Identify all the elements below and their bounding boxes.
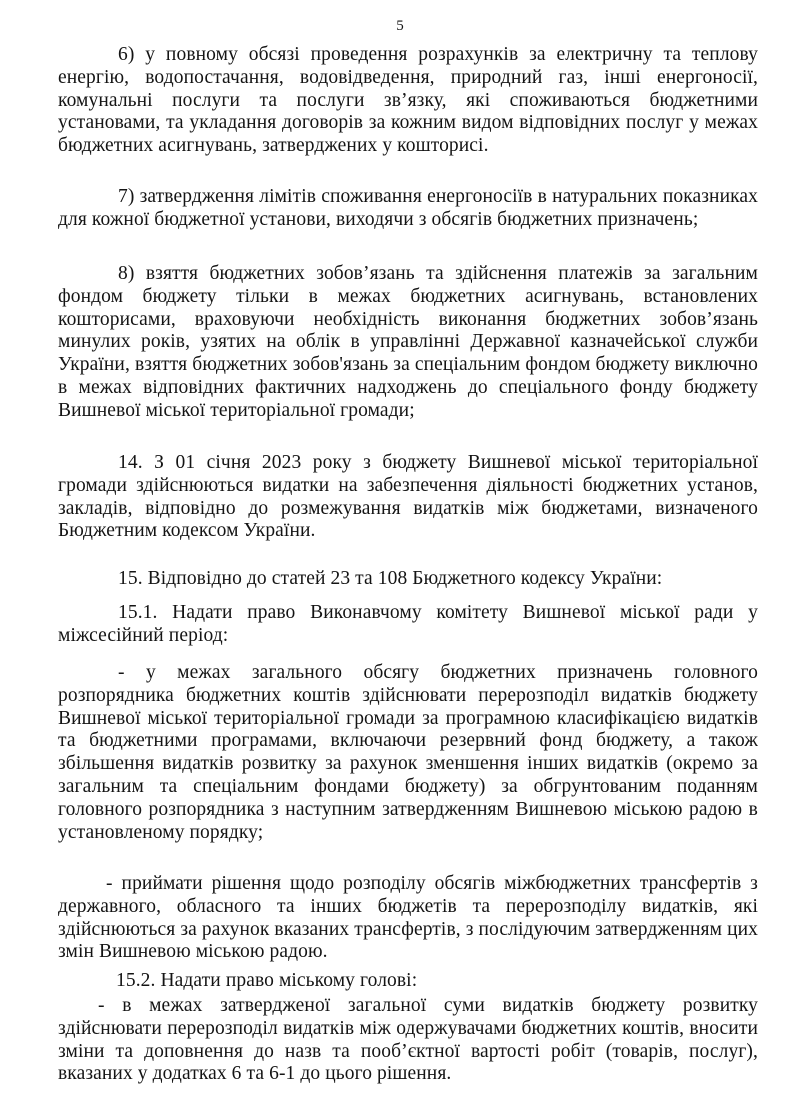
paragraph-item-6: 6) у повному обсязі проведення розрахунків за електричну та теплову енергію, водопостачання, водовідведення, природний газ, інші енергоносії, комунальні послуги та послуги зв’язку, які споживаються бюджетними установами, та укладання договорів за кожним видом відповідних послуг у межах бюджетних асигнувань, затверджених у кошторисі. <box>58 44 758 157</box>
paragraph-clause-15-1-item-b: - приймати рішення щодо розподілу обсягів міжбюджетних трансфертів з державного, обласного та інших бюджетів та перерозподілу видатків, які здійснюються за рахунок вказаних трансфертів, з послідуючим затвердженням цих змін Вишневою міською радою. <box>58 873 758 963</box>
paragraph-clause-15: 15. Відповідно до статей 23 та 108 Бюджетного кодексу України: <box>118 568 663 589</box>
page-number: 5 <box>396 18 404 34</box>
paragraph-item-8: 8) взяття бюджетних зобов’язань та здійснення платежів за загальним фондом бюджету тільки в межах бюджетних асигнувань, встановлених кошторисами, враховуючи необхідність виконання бюджетних зобов’язань минулих років, узятих на облік в управлінні Державної казначейської служби України, взяття бюджетних зобов'язань за спеціальним фондом бюджету виключно в межах відповідних фактичних надходжень до спеціального фонду бюджету Вишневої міської територіальної громади; <box>58 263 758 421</box>
paragraph-clause-15-2: 15.2. Надати право міському голові: <box>116 970 418 991</box>
paragraph-item-7: 7) затвердження лімітів споживання енергоносіїв в натуральних показниках для кожної бюджетної установи, виходячи з обсягів бюджетних призначень; <box>58 186 758 230</box>
paragraph-clause-15-2-item-a: - в межах затвердженої загальної суми видатків бюджету розвитку здійснювати перерозподіл видатків між одержувачами бюджетних коштів, вносити зміни та доповнення до назв та пооб’єктної вартості робіт (товарів, послуг), вказаних у додатках 6 та 6-1 до цього рішення. <box>58 995 758 1085</box>
paragraph-clause-14: 14. З 01 січня 2023 року з бюджету Вишневої міської територіальної громади здійснюються видатки на забезпечення діяльності бюджетних установ, закладів, відповідно до розмежування видатків між бюджетами, визначеного Бюджетним кодексом України. <box>58 452 758 542</box>
paragraph-clause-15-1: 15.1. Надати право Виконавчому комітету Вишневої міської ради у міжсесійний період: <box>58 602 758 646</box>
paragraph-clause-15-1-item-a: - у межах загального обсягу бюджетних призначень головного розпорядника бюджетних коштів здійснювати перерозподіл видатків бюджету Вишневої міської територіальної громади за програмною класифікацією видатків та бюджетними програмами, включаючи резервний фонд бюджету, а також збільшення видатків розвитку за рахунок зменшення інших видатків (окремо за загальним та спеціальним фондами бюджету) за обгрунтованим поданням головного розпорядника з наступним затвердженням Вишневою міською радою в установленому порядку; <box>58 662 758 843</box>
